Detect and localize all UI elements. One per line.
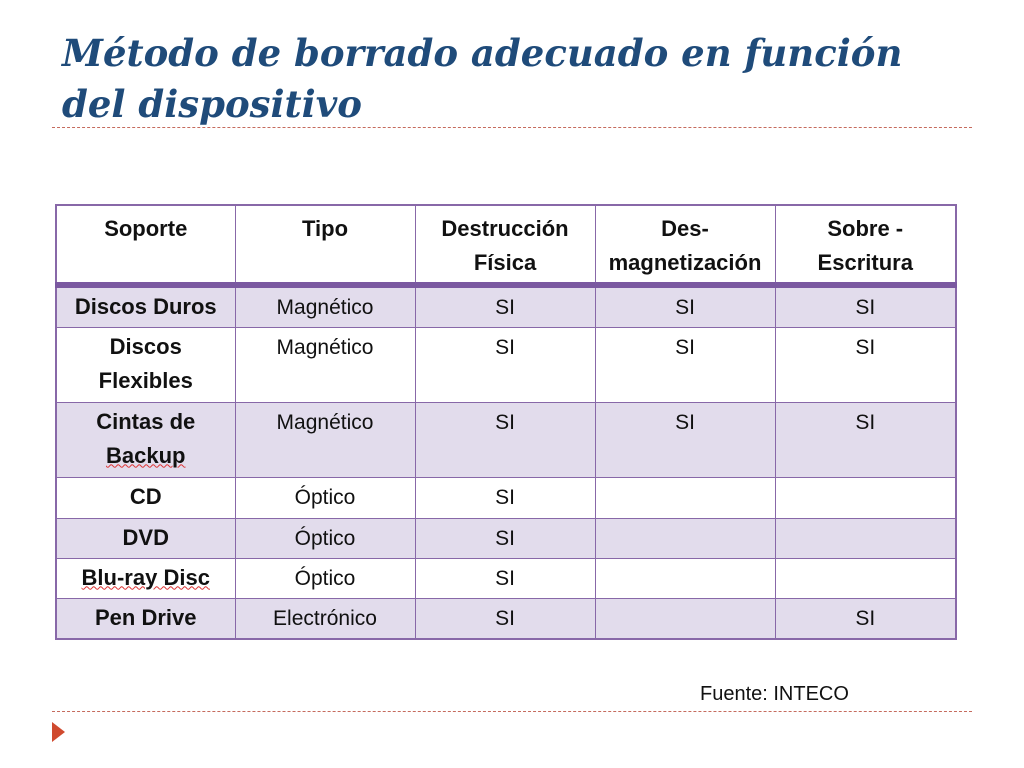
cell-soporte — [56, 477, 235, 518]
footer-divider — [52, 711, 972, 712]
cell-tipo: Magnético — [235, 402, 415, 477]
cell-sobreescritura: SI — [775, 402, 956, 477]
cell-sobreescritura — [775, 477, 956, 518]
cell-sobreescritura: SI — [775, 327, 956, 402]
soporte-line-1: Discos Duros — [74, 294, 217, 319]
cell-tipo: Óptico — [235, 518, 415, 558]
cell-desmagnetizacion: SI — [595, 285, 775, 327]
cell-desmagnetizacion — [595, 518, 775, 558]
cell-tipo: Electrónico — [235, 598, 415, 639]
header-desmagnetizacion — [595, 205, 775, 285]
cell-destruccion: SI — [415, 402, 595, 477]
cell-destruccion: SI — [415, 518, 595, 558]
cell-desmagnetizacion — [595, 558, 775, 598]
header-destruccion-line-1: Destrucción — [441, 216, 569, 241]
soporte-line-1: Blu-ray Disc — [81, 564, 210, 590]
cell-soporte — [56, 558, 235, 598]
cell-sobreescritura — [775, 558, 956, 598]
table-row — [56, 598, 956, 639]
soporte-line-1: Discos — [109, 333, 182, 359]
erase-method-table-container — [55, 204, 955, 638]
soporte-line-1: DVD — [122, 524, 169, 550]
cell-sobreescritura — [775, 518, 956, 558]
cell-desmagnetizacion — [595, 598, 775, 639]
cell-destruccion: SI — [415, 598, 595, 639]
header-desmagnetizacion-line-2: magnetización — [608, 250, 762, 275]
header-destruccion-line-2: Física — [473, 250, 537, 275]
header-destruccion-fisica — [415, 205, 595, 285]
header-tipo-line-1: Tipo — [301, 216, 349, 241]
cell-desmagnetizacion — [595, 477, 775, 518]
table-header-row — [56, 205, 956, 285]
header-tipo — [235, 205, 415, 285]
cell-soporte — [56, 598, 235, 639]
cell-tipo: Óptico — [235, 477, 415, 518]
header-soporte — [56, 205, 235, 285]
cell-sobreescritura: SI — [775, 285, 956, 327]
table-row — [56, 477, 956, 518]
cell-tipo: Magnético — [235, 285, 415, 327]
table-row — [56, 285, 956, 327]
table-row — [56, 518, 956, 558]
header-desmagnetizacion-line-1: Des- — [661, 216, 709, 241]
cell-sobreescritura: SI — [775, 598, 956, 639]
cell-tipo: Magnético — [235, 327, 415, 402]
slide-title — [62, 28, 962, 130]
soporte-line-2: Backup — [106, 442, 186, 468]
erase-method-table — [55, 204, 957, 640]
soporte-line-1: Cintas de — [96, 408, 196, 434]
cell-tipo: Óptico — [235, 558, 415, 598]
cell-destruccion: SI — [415, 285, 595, 327]
soporte-line-1: CD — [129, 483, 162, 509]
header-sobre-escritura-line-1: Sobre - — [827, 216, 904, 241]
cell-desmagnetizacion: SI — [595, 402, 775, 477]
play-arrow-icon — [52, 722, 65, 742]
cell-soporte — [56, 402, 235, 477]
table-row — [56, 327, 956, 402]
cell-destruccion: SI — [415, 558, 595, 598]
source-caption: Fuente: INTECO — [700, 683, 849, 705]
soporte-line-2: Flexibles — [98, 367, 193, 393]
header-sobre-escritura — [775, 205, 956, 285]
cell-soporte — [56, 327, 235, 402]
soporte-line-1: Pen Drive — [95, 604, 197, 630]
cell-soporte — [56, 518, 235, 558]
cell-destruccion: SI — [415, 327, 595, 402]
cell-destruccion: SI — [415, 477, 595, 518]
title-line-2: del dispositivo — [62, 82, 362, 126]
cell-soporte — [56, 285, 235, 327]
title-divider — [52, 127, 972, 128]
header-soporte-line-1: Soporte — [104, 216, 188, 241]
header-sobre-escritura-line-2: Escritura — [817, 250, 913, 275]
cell-desmagnetizacion: SI — [595, 327, 775, 402]
title-line-1: Método de borrado adecuado en función — [62, 31, 903, 75]
table-row — [56, 558, 956, 598]
table-row — [56, 402, 956, 477]
